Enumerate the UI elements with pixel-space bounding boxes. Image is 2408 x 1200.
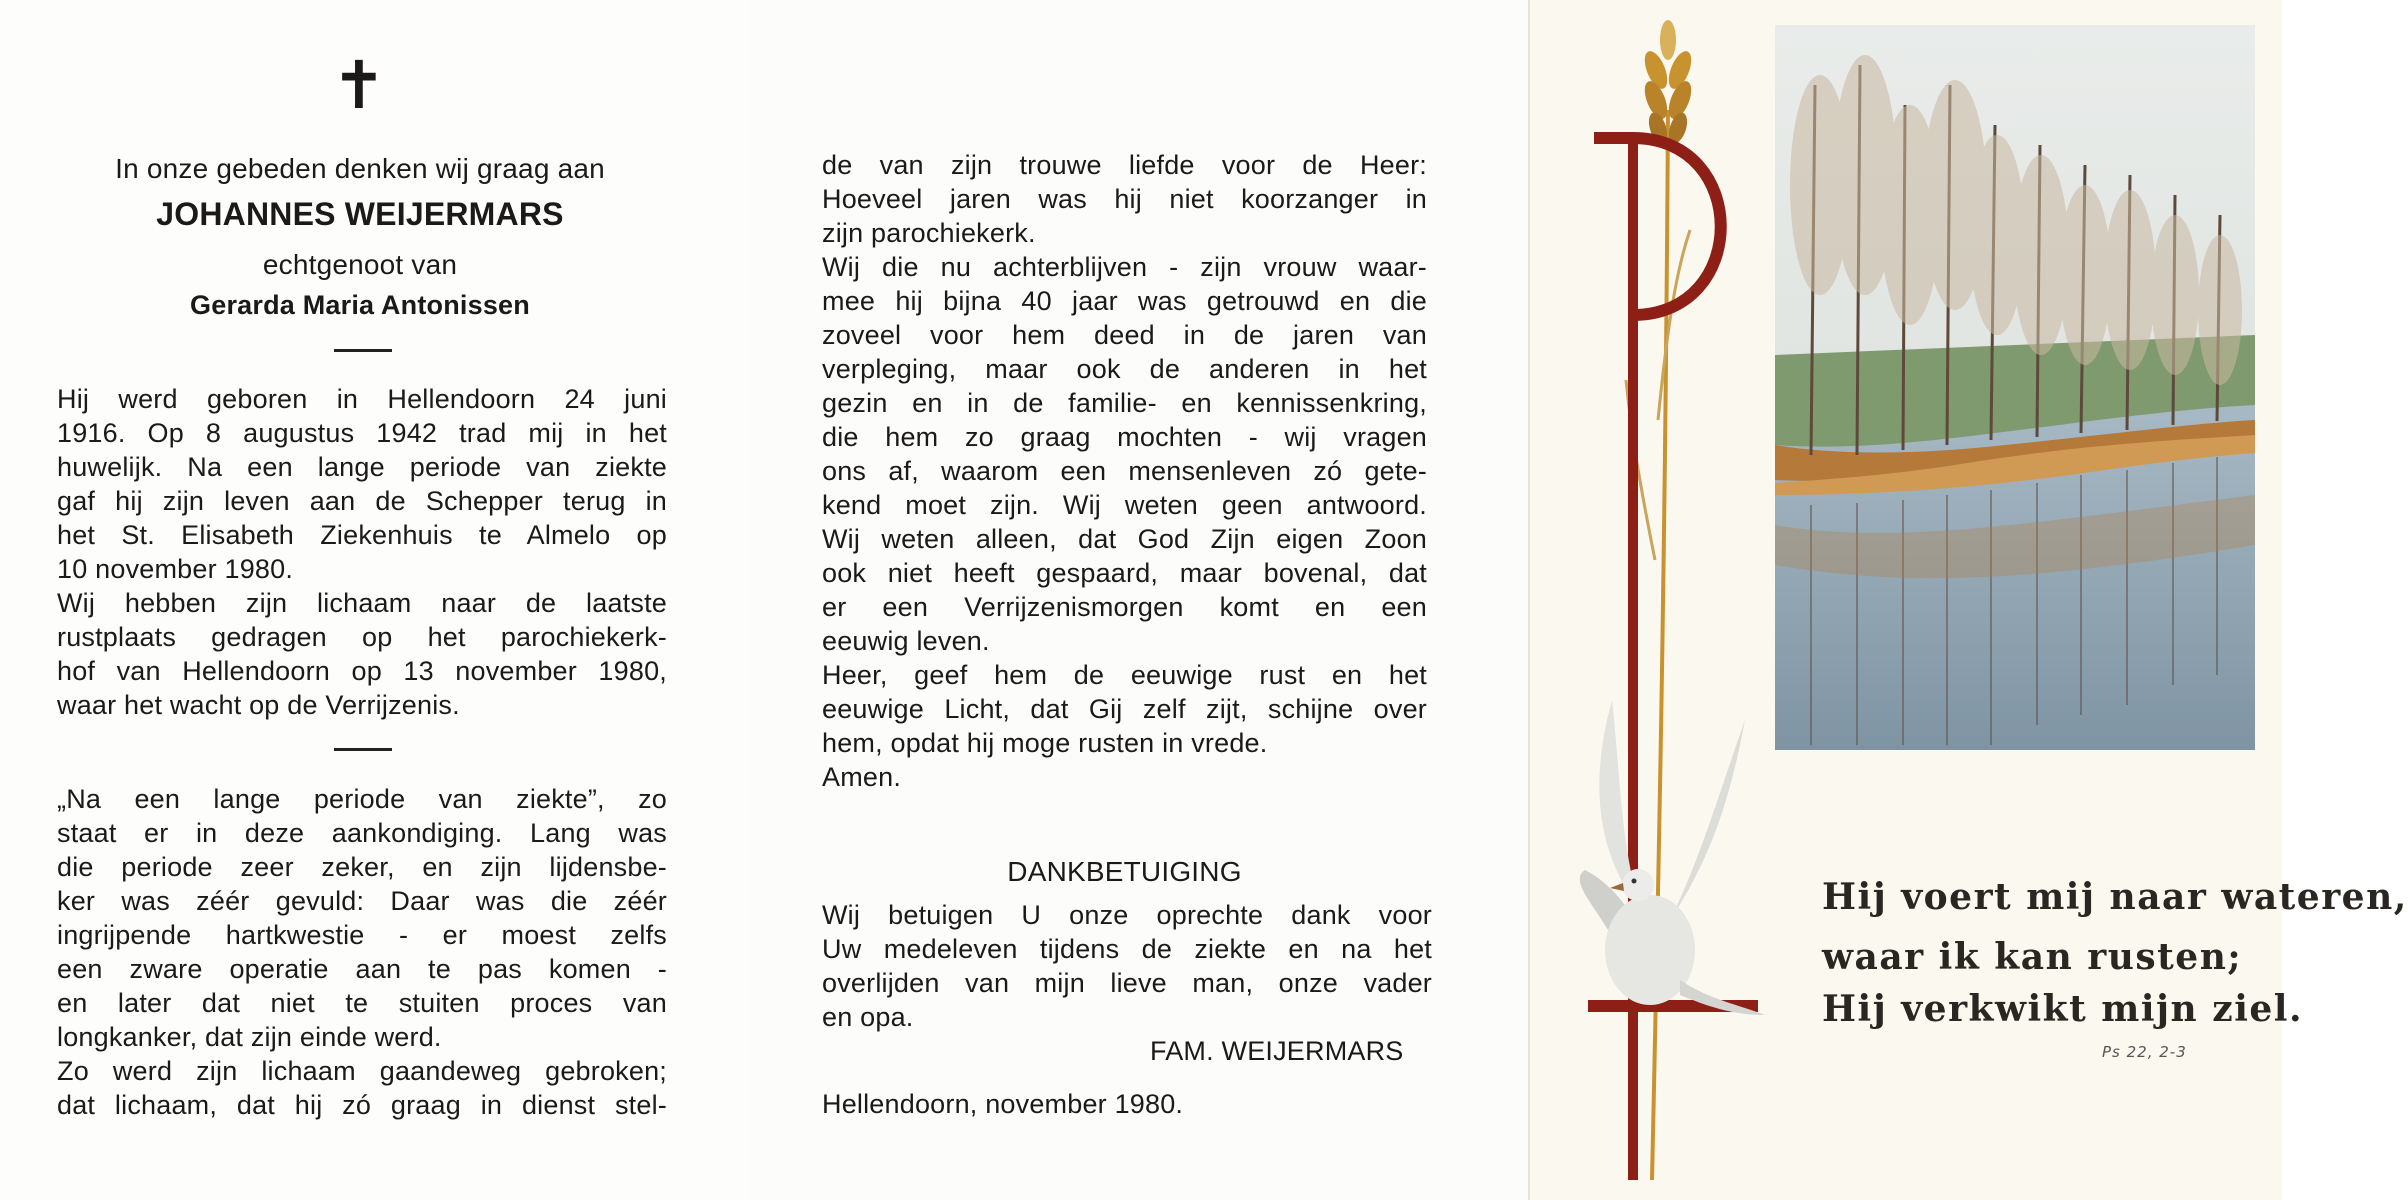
reflection-line: ingrijpende hartkwestie - er moest zelfs — [57, 920, 667, 950]
thanks-title: DANKBETUIGING — [1007, 856, 1242, 887]
family-signature: FAM. WEIJERMARS — [1150, 1036, 1404, 1066]
biography-line: gaf hij zijn leven aan de Schepper terug in — [57, 486, 667, 516]
biography-line: hof van Hellendoorn op 13 november 1980, — [57, 656, 667, 686]
psalm-line: waar ik kan rusten; — [1822, 936, 2243, 978]
spouse-name: Gerarda Maria Antonissen — [190, 290, 530, 320]
reflection-line: Heer, geef hem de eeuwige rust en het — [822, 660, 1427, 690]
reflection-line: Wij weten alleen, dat God Zijn eigen Zoon — [822, 524, 1427, 554]
spouse-label: echtgenoot van — [262, 249, 458, 280]
reflection-line: ook niet heeft gespaard, maar bovenal, dat — [822, 558, 1427, 588]
reflection-line: zoveel voor hem deed in de jaren van — [822, 320, 1427, 350]
cross-icon: ✝ — [331, 47, 387, 124]
reflection-line: „Na een lange periode van ziekte”, zo — [57, 784, 667, 814]
biography-line: rustplaats gedragen op het parochiekerk- — [57, 622, 667, 652]
reflection-line: Hoeveel jaren was hij niet koorzanger in — [822, 184, 1427, 214]
river-landscape-photo — [1775, 25, 2255, 750]
biography-line: 1916. Op 8 augustus 1942 trad mij in het — [57, 418, 667, 448]
divider — [334, 349, 392, 352]
reflection-line: ons af, waarom een mensenleven zó gete- — [822, 456, 1427, 486]
reflection-line: zijn parochiekerk. — [822, 218, 1036, 248]
thanks-line: Uw medeleven tijdens de ziekte en na het — [822, 934, 1432, 964]
reflection-line: Amen. — [822, 762, 902, 792]
thanks-line: overlijden van mijn lieve man, onze vader — [822, 968, 1432, 998]
reflection-line: Wij die nu achterblijven - zijn vrouw waar- — [822, 252, 1427, 282]
chi-rho-icon — [1588, 135, 1758, 1180]
psalm-reference: Ps 22, 2-3 — [2102, 1043, 2187, 1061]
place-date: Hellendoorn, november 1980. — [822, 1089, 1184, 1119]
divider — [334, 748, 392, 751]
reflection-line: ker was zéér gevuld: Daar was die zéér — [57, 886, 667, 916]
reflection-line: gezin en in de familie- en kennissenkring, — [822, 388, 1427, 418]
reflection-line: dat lichaam, dat hij zó graag in dienst stel- — [57, 1090, 667, 1120]
biography-line: het St. Elisabeth Ziekenhuis te Almelo op — [57, 520, 667, 550]
reflection-line: verpleging, maar ook de anderen in het — [822, 354, 1427, 384]
reflection-line: die periode zeer zeker, en zijn lijdensbe- — [57, 852, 667, 882]
reflection-line: de van zijn trouwe liefde voor de Heer: — [822, 150, 1427, 180]
reflection-line: Zo werd zijn lichaam gaandeweg gebroken; — [57, 1056, 667, 1086]
biography-line: 10 november 1980. — [57, 554, 294, 584]
reflection-line: longkanker, dat zijn einde werd. — [57, 1022, 442, 1052]
reflection-line: mee hij bijna 40 jaar was getrouwd en die — [822, 286, 1427, 316]
reflection-line: eeuwige Licht, dat Gij zelf zijt, schijne over — [822, 694, 1427, 724]
reflection-line: staat er in deze aankondiging. Lang was — [57, 818, 667, 848]
thanks-line: en opa. — [822, 1002, 914, 1032]
reflection-line: kend moet zijn. Wij weten geen antwoord. — [822, 490, 1427, 520]
reflection-line: en later dat niet te stuiten proces van — [57, 988, 667, 1018]
biography-line: huwelijk. Na een lange periode van ziekte — [57, 452, 667, 482]
psalm-line: Hij verkwikt mijn ziel. — [1822, 988, 2303, 1030]
psalm-line: Hij voert mij naar wateren, — [1822, 876, 2408, 918]
reflection-line: er een Verrijzenismorgen komt en een — [822, 592, 1427, 622]
deceased-name: JOHANNES WEIJERMARS — [156, 196, 564, 232]
reflection-line: hem, opdat hij moge rusten in vrede. — [822, 728, 1268, 758]
intro-line: In onze gebeden denken wij graag aan — [115, 153, 605, 184]
christian-symbol-illustration — [1530, 0, 1790, 1200]
biography-line: Wij hebben zijn lichaam naar de laatste — [57, 588, 667, 618]
biography-line: waar het wacht op de Verrijzenis. — [57, 690, 460, 720]
biography-line: Hij werd geboren in Hellendoorn 24 juni — [57, 384, 667, 414]
reflection-line: eeuwig leven. — [822, 626, 990, 656]
thanks-line: Wij betuigen U onze oprechte dank voor — [822, 900, 1432, 930]
dove-icon — [1580, 700, 1765, 1015]
reflection-line: een zware operatie aan te pas komen - — [57, 954, 667, 984]
reflection-line: die hem zo graag mochten - wij vragen — [822, 422, 1427, 452]
